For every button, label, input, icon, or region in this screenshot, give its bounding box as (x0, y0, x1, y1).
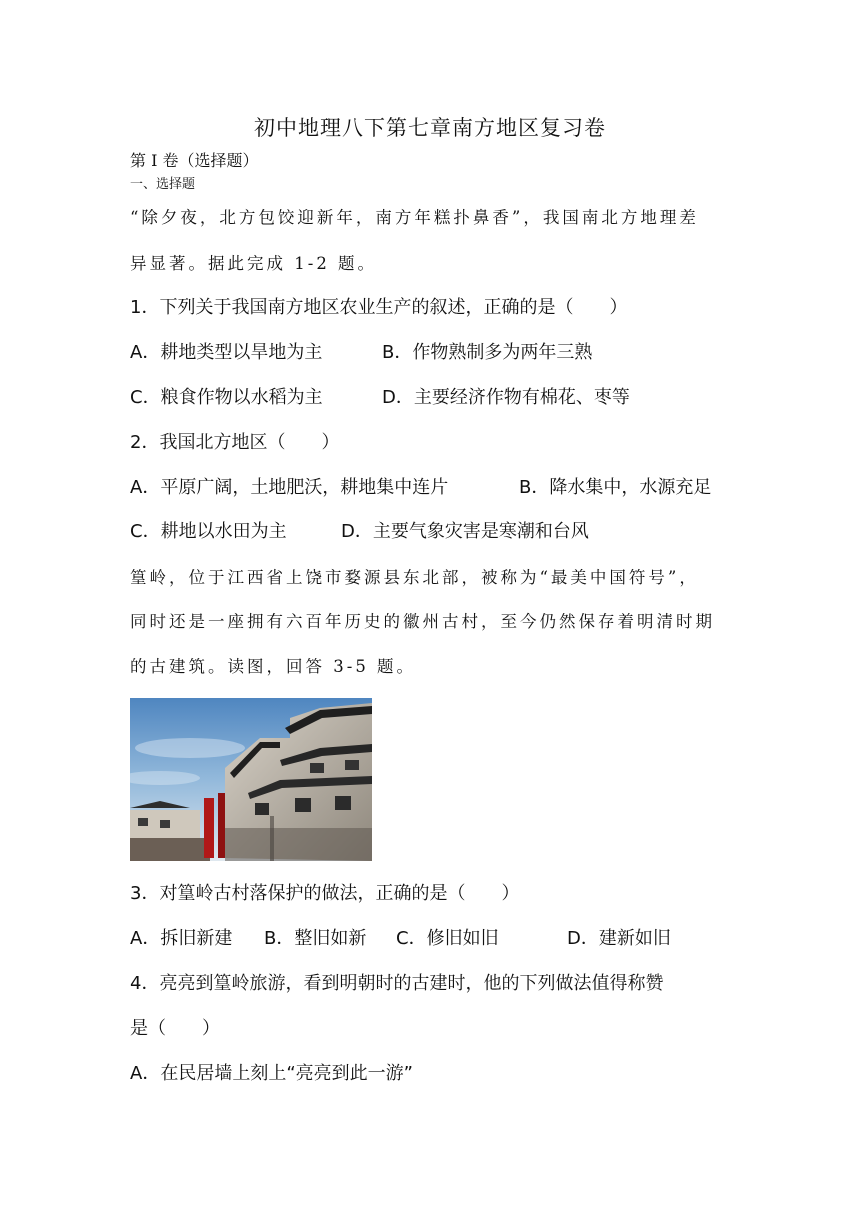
intro-2-line-3: 的古建筑。读图，回答 3-5 题。 (130, 657, 417, 676)
question-4-stem-line-1: 4．亮亮到篁岭旅游，看到明朝时的古建时，他的下列做法值得称赞 (130, 973, 664, 994)
section-heading: 第 I 卷（选择题） (130, 151, 259, 170)
question-1-option-c: C．粮食作物以水稻为主 (130, 387, 323, 408)
question-4-option-a: A．在民居墙上刻上“亮亮到此一游” (130, 1063, 413, 1084)
question-1-option-d: D．主要经济作物有棉花、枣等 (382, 387, 630, 408)
intro-2-line-1: 篁岭，位于江西省上饶市婺源县东北部，被称为“最美中国符号”， (130, 568, 699, 587)
question-2-stem: 2．我国北方地区（ ） (130, 432, 340, 453)
question-2-option-d: D．主要气象灾害是寒潮和台风 (341, 521, 589, 542)
question-2-option-b: B．降水集中，水源充足 (519, 477, 712, 498)
question-3-option-a: A．拆旧新建 (130, 928, 233, 949)
question-3-option-b: B．整旧如新 (264, 928, 367, 949)
question-3-option-d: D．建新如旧 (567, 928, 671, 949)
question-1-option-b: B．作物熟制多为两年三熟 (382, 342, 593, 363)
intro-1-line-1: “除夕夜，北方包饺迎新年，南方年糕扑鼻香”，我国南北方地理差 (130, 208, 699, 227)
intro-2-line-2: 同时还是一座拥有六百年历史的徽州古村，至今仍然保存着明清时期 (130, 612, 715, 631)
subsection-heading: 一、选择题 (130, 177, 196, 192)
question-2-option-c: C．耕地以水田为主 (130, 521, 287, 542)
question-3-option-c: C．修旧如旧 (396, 928, 499, 949)
question-2-option-a: A．平原广阔，土地肥沃，耕地集中连片 (130, 477, 449, 498)
huangling-village-photo (130, 698, 372, 861)
document-title: 初中地理八下第七章南方地区复习卷 (254, 116, 606, 140)
question-3-stem: 3．对篁岭古村落保护的做法，正确的是（ ） (130, 883, 520, 904)
question-1-stem: 1．下列关于我国南方地区农业生产的叙述，正确的是（ ） (130, 297, 628, 318)
intro-1-line-2: 异显著。据此完成 1-2 题。 (130, 254, 378, 273)
question-1-option-a: A．耕地类型以旱地为主 (130, 342, 323, 363)
question-4-stem-line-2: 是（ ） (130, 1018, 220, 1039)
